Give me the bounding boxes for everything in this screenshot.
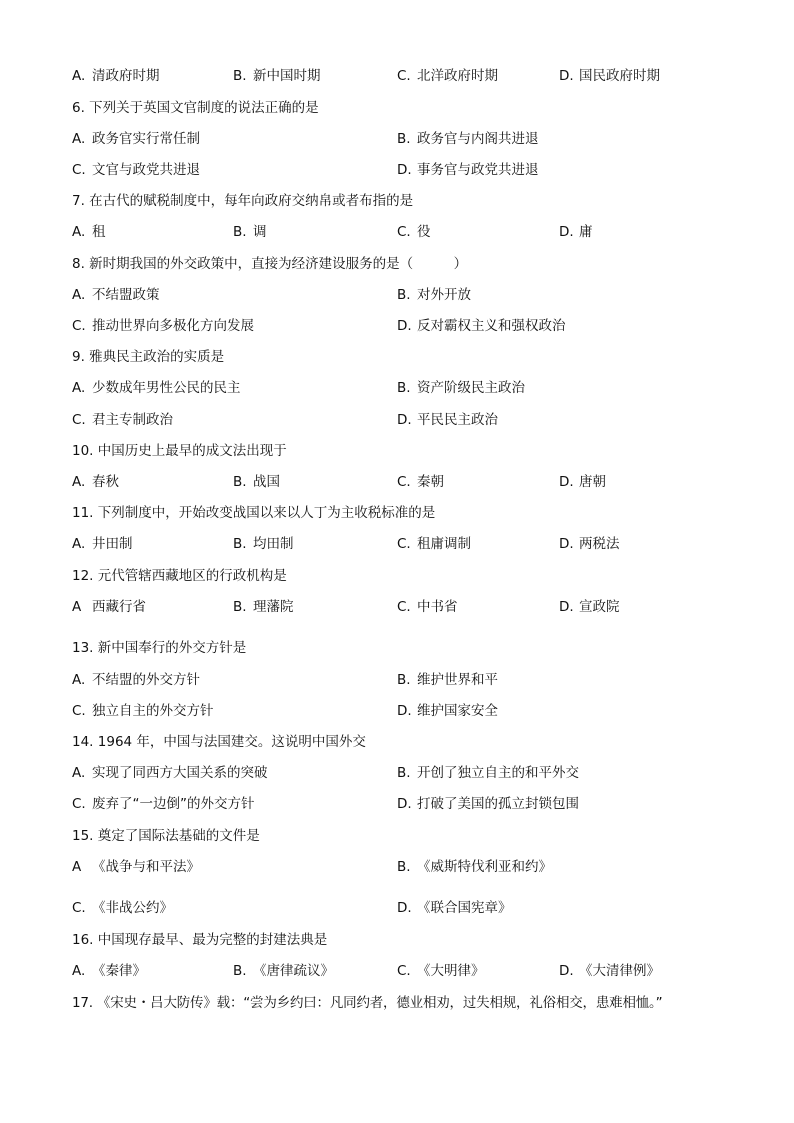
- q5-option-a: [72, 67, 160, 85]
- option-text: 《战争与和平法》: [92, 859, 200, 875]
- option-letter: A.: [72, 224, 86, 240]
- option-text: 战国: [253, 474, 280, 490]
- q16-option-a: [72, 962, 146, 980]
- q12-option-a: [72, 598, 146, 616]
- option-letter: D.: [559, 536, 574, 552]
- q6-option-a: [72, 130, 200, 148]
- option-text: 新中国时期: [253, 68, 321, 84]
- option-letter: A.: [72, 765, 86, 781]
- option-text: 平民民主政治: [417, 412, 498, 428]
- option-text: 租: [92, 224, 106, 240]
- option-text: 《秦律》: [92, 963, 146, 979]
- option-letter: B.: [397, 859, 411, 875]
- q13-option-d: [397, 702, 498, 720]
- q15-option-d: [397, 899, 512, 917]
- q14-option-c: [72, 795, 255, 813]
- option-text: 《唐律疏议》: [253, 963, 334, 979]
- option-letter: C.: [72, 796, 86, 812]
- question-14-stem: 14. 1964 年，中国与法国建交。这说明中国外交: [72, 734, 366, 750]
- option-text: 两税法: [579, 536, 620, 552]
- option-text: 政务官与内阁共进退: [417, 131, 539, 147]
- option-text: 宣政院: [579, 599, 620, 615]
- option-text: 独立自主的外交方针: [92, 703, 214, 719]
- option-letter: A.: [72, 963, 86, 979]
- q6-option-b: [397, 130, 539, 148]
- option-text: 《非战公约》: [92, 900, 173, 916]
- option-letter: C.: [397, 474, 411, 490]
- option-text: 调: [253, 224, 267, 240]
- q8-option-c: [72, 317, 254, 335]
- option-text: 北洋政府时期: [417, 68, 498, 84]
- question-12-stem: 12. 元代管辖西藏地区的行政机构是: [72, 568, 287, 584]
- option-letter: D.: [559, 963, 574, 979]
- option-text: 资产阶级民主政治: [417, 380, 525, 396]
- q7-option-c: [397, 223, 431, 241]
- option-text: 开创了独立自主的和平外交: [417, 765, 579, 781]
- question-17-stem: 17. 《宋史・吕大防传》载：“尝为乡约曰：凡同约者，德业相劝，过失相规，礼俗相交，患难相恤。”: [72, 995, 663, 1011]
- q16-option-d: [559, 962, 660, 980]
- q6-option-d: [397, 161, 539, 179]
- q8-option-b: [397, 286, 471, 304]
- option-letter: D.: [397, 703, 412, 719]
- option-letter: B.: [233, 599, 247, 615]
- q10-option-b: [233, 473, 280, 491]
- q9-option-c: [72, 411, 173, 429]
- q10-option-d: [559, 473, 606, 491]
- option-text: 《威斯特伐利亚和约》: [417, 859, 552, 875]
- option-text: 春秋: [92, 474, 119, 490]
- q15-option-b: [397, 858, 552, 876]
- option-text: 秦朝: [417, 474, 444, 490]
- option-text: 文官与政党共进退: [92, 162, 200, 178]
- option-letter: A.: [72, 536, 86, 552]
- option-text: 推动世界向多极化方向发展: [92, 318, 254, 334]
- q10-option-c: [397, 473, 444, 491]
- option-letter: C.: [397, 68, 411, 84]
- question-16-stem: 16. 中国现存最早、最为完整的封建法典是: [72, 932, 328, 948]
- q8-option-a: [72, 286, 160, 304]
- option-letter: B.: [233, 963, 247, 979]
- option-text: 《大明律》: [417, 963, 485, 979]
- option-letter: B.: [397, 131, 411, 147]
- option-letter: A: [72, 859, 82, 875]
- option-text: 西藏行省: [92, 599, 146, 615]
- question-11-stem: 11. 下列制度中，开始改变战国以来以人丁为主收税标准的是: [72, 505, 436, 521]
- option-letter: B.: [397, 287, 411, 303]
- option-text: 均田制: [253, 536, 294, 552]
- option-letter: C.: [72, 412, 86, 428]
- option-letter: B.: [397, 672, 411, 688]
- q11-option-d: [559, 535, 620, 553]
- option-letter: A.: [72, 474, 86, 490]
- option-text: 中书省: [417, 599, 458, 615]
- option-text: 政务官实行常任制: [92, 131, 200, 147]
- option-text: 事务官与政党共进退: [417, 162, 539, 178]
- q7-option-a: [72, 223, 106, 241]
- q16-option-b: [233, 962, 334, 980]
- q5-option-b: [233, 67, 321, 85]
- q7-option-d: [559, 223, 593, 241]
- q16-option-c: [397, 962, 485, 980]
- option-letter: A: [72, 599, 82, 615]
- question-15-stem: 15. 奠定了国际法基础的文件是: [72, 828, 260, 844]
- question-7-stem: 7. 在古代的赋税制度中，每年向政府交纳帛或者布指的是: [72, 193, 414, 209]
- option-text: 井田制: [92, 536, 133, 552]
- q12-option-b: [233, 598, 294, 616]
- question-10-stem: 10. 中国历史上最早的成文法出现于: [72, 443, 287, 459]
- option-letter: C.: [72, 703, 86, 719]
- q8-option-d: [397, 317, 566, 335]
- option-text: 唐朝: [579, 474, 606, 490]
- q9-option-a: [72, 379, 241, 397]
- q13-option-b: [397, 671, 498, 689]
- option-text: 维护国家安全: [417, 703, 498, 719]
- q15-option-c: [72, 899, 173, 917]
- option-letter: D.: [559, 224, 574, 240]
- q14-option-d: [397, 795, 579, 813]
- option-text: 清政府时期: [92, 68, 160, 84]
- option-letter: D.: [397, 412, 412, 428]
- q9-option-d: [397, 411, 498, 429]
- q12-option-d: [559, 598, 620, 616]
- question-13-stem: 13. 新中国奉行的外交方针是: [72, 640, 247, 656]
- option-text: 《联合国宪章》: [417, 900, 512, 916]
- question-6-stem: 6. 下列关于英国文官制度的说法正确的是: [72, 100, 319, 116]
- option-text: 反对霸权主义和强权政治: [417, 318, 566, 334]
- option-letter: D.: [397, 900, 412, 916]
- q5-option-c: [397, 67, 498, 85]
- q13-option-a: [72, 671, 200, 689]
- option-letter: D.: [397, 162, 412, 178]
- option-text: 实现了同西方大国关系的突破: [92, 765, 268, 781]
- option-text: 不结盟政策: [92, 287, 160, 303]
- option-text: 废弃了“一边倒”的外交方针: [92, 796, 255, 812]
- option-letter: C.: [397, 963, 411, 979]
- option-letter: D.: [559, 599, 574, 615]
- option-letter: D.: [559, 474, 574, 490]
- option-text: 庸: [579, 224, 593, 240]
- q14-option-a: [72, 764, 268, 782]
- option-letter: C.: [397, 536, 411, 552]
- q5-option-d: [559, 67, 660, 85]
- option-letter: A.: [72, 672, 86, 688]
- option-letter: D.: [397, 796, 412, 812]
- option-letter: B.: [233, 474, 247, 490]
- option-text: 君主专制政治: [92, 412, 173, 428]
- q11-option-b: [233, 535, 294, 553]
- option-letter: A.: [72, 68, 86, 84]
- q11-option-a: [72, 535, 133, 553]
- option-letter: D.: [559, 68, 574, 84]
- option-letter: A.: [72, 131, 86, 147]
- option-text: 役: [417, 224, 431, 240]
- option-text: 打破了美国的孤立封锁包围: [417, 796, 579, 812]
- option-letter: B.: [233, 224, 247, 240]
- q10-option-a: [72, 473, 119, 491]
- q15-option-a: [72, 858, 200, 876]
- option-letter: C.: [397, 224, 411, 240]
- option-letter: A.: [72, 380, 86, 396]
- option-letter: C.: [72, 900, 86, 916]
- option-letter: B.: [397, 380, 411, 396]
- option-letter: C.: [72, 318, 86, 334]
- q7-option-b: [233, 223, 267, 241]
- option-letter: B.: [397, 765, 411, 781]
- option-letter: C.: [397, 599, 411, 615]
- option-text: 不结盟的外交方针: [92, 672, 200, 688]
- option-letter: D.: [397, 318, 412, 334]
- option-text: 维护世界和平: [417, 672, 498, 688]
- option-letter: C.: [72, 162, 86, 178]
- option-text: 少数成年男性公民的民主: [92, 380, 241, 396]
- option-text: 《大清律例》: [579, 963, 660, 979]
- option-text: 理藩院: [253, 599, 294, 615]
- option-text: 租庸调制: [417, 536, 471, 552]
- question-8-stem: 8. 新时期我国的外交政策中，直接为经济建设服务的是（ ）: [72, 256, 468, 272]
- q6-option-c: [72, 161, 200, 179]
- option-letter: A.: [72, 287, 86, 303]
- option-text: 对外开放: [417, 287, 471, 303]
- option-letter: B.: [233, 536, 247, 552]
- q9-option-b: [397, 379, 525, 397]
- option-letter: B.: [233, 68, 247, 84]
- question-9-stem: 9. 雅典民主政治的实质是: [72, 349, 225, 365]
- q13-option-c: [72, 702, 214, 720]
- q11-option-c: [397, 535, 471, 553]
- q14-option-b: [397, 764, 579, 782]
- q12-option-c: [397, 598, 458, 616]
- option-text: 国民政府时期: [579, 68, 660, 84]
